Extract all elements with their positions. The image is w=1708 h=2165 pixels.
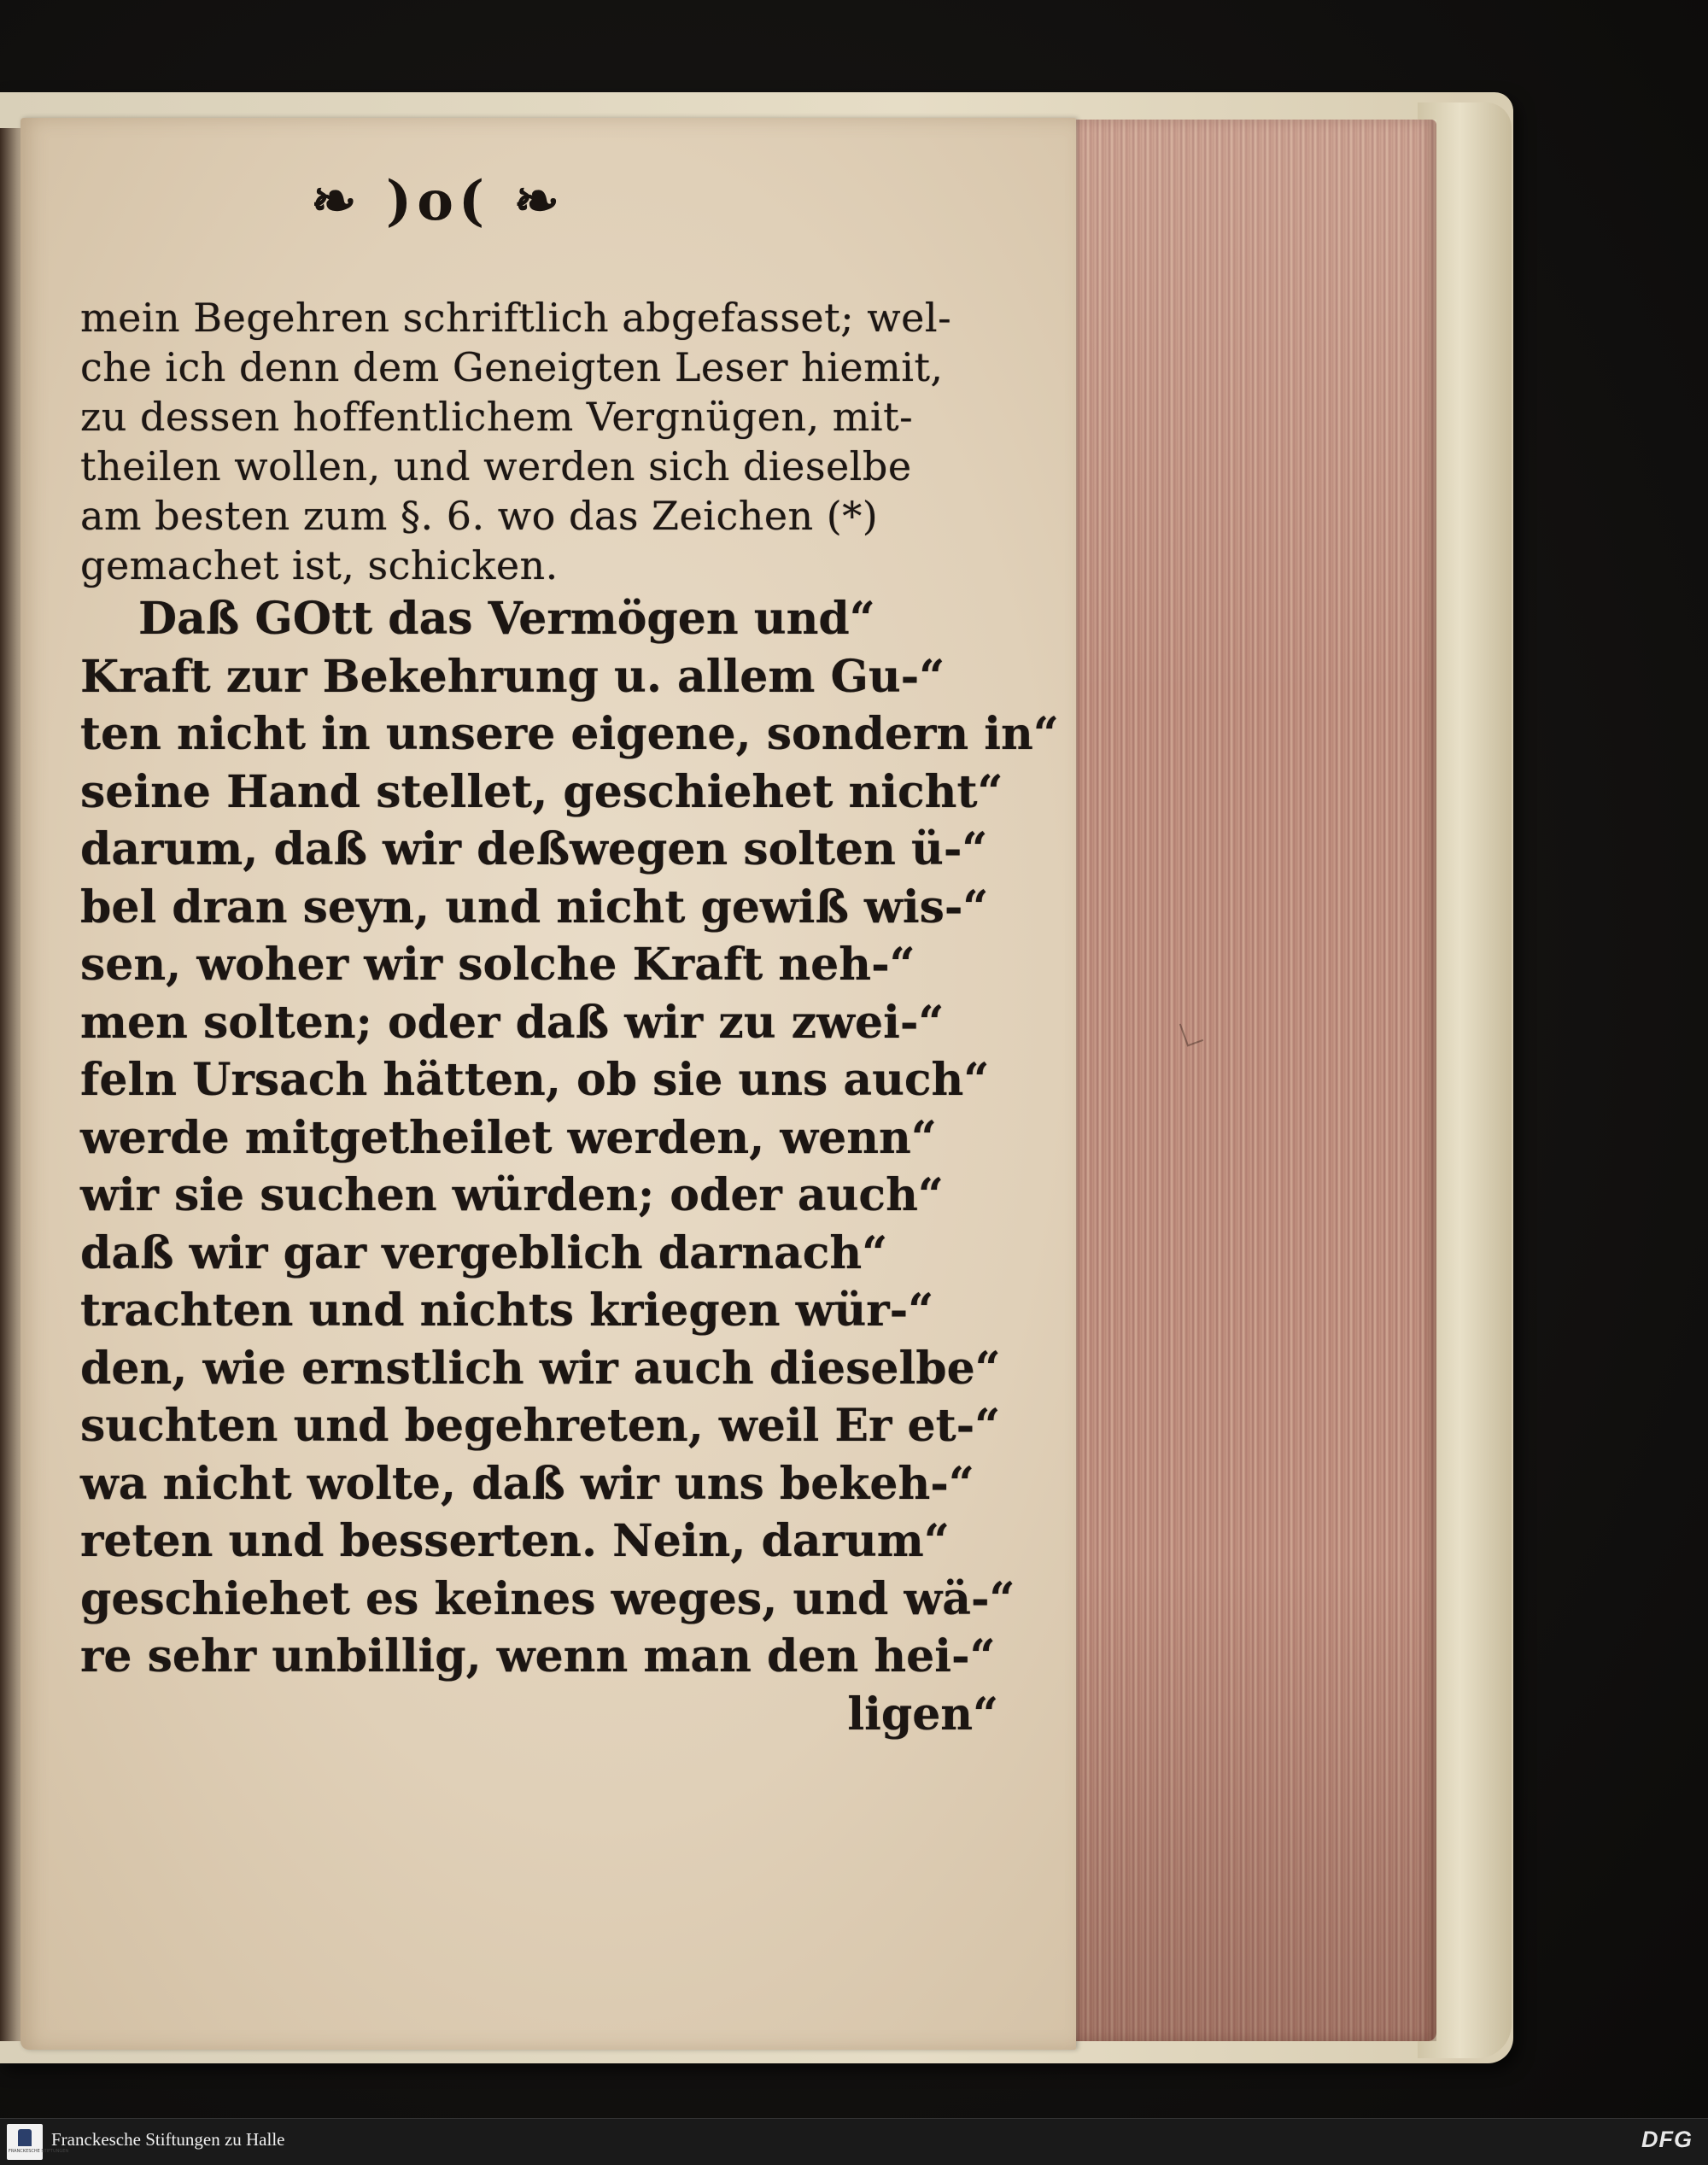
text-line: wa nicht wolte, daß wir uns bekeh-“ [80, 1457, 974, 1510]
text-line: re sehr unbillig, wenn man den hei-“ [80, 1630, 996, 1682]
show-through-ink [132, 1873, 900, 1924]
text-line: werde mitgetheilet werden, wenn“ [80, 1111, 937, 1164]
text-line: den, wie ernstlich wir auch dieselbe“ [80, 1342, 1001, 1395]
text-line: geschiehet es keines weges, und wä-“ [80, 1572, 1015, 1625]
text-line: theilen wollen, und werden sich dieselbe [80, 443, 912, 489]
page-text-block [80, 293, 1059, 1743]
institution-logo-icon [7, 2124, 69, 2160]
text-line: trachten und nichts kriegen wür-“ [80, 1284, 934, 1337]
text-line: darum, daß wir deßwegen solten ü-“ [80, 823, 988, 875]
text-line: bel dran seyn, und nicht gewiß wis-“ [80, 881, 989, 933]
text-line: gemachet ist, schicken. [80, 542, 559, 588]
text-line: seine Hand stellet, geschiehet nicht“ [80, 765, 1003, 818]
institution-name: Franckesche Stiftungen zu Halle [51, 2129, 285, 2150]
logo-text: FRANCKESCHE STIFTUNGEN [9, 2149, 69, 2154]
text-line: wir sie suchen würden; oder auch“ [80, 1169, 944, 1221]
text-line: mein Begehren schriftlich abgefasset; wel- [80, 295, 952, 341]
viewer-footer-bar [0, 2118, 1708, 2165]
text-line: men solten; oder daß wir zu zwei-“ [80, 996, 945, 1049]
quoted-paragraph [80, 590, 1059, 1743]
dfg-logo: DFG [1641, 2127, 1693, 2152]
page-block-fore-edge [1069, 120, 1436, 2041]
text-line: suchten und begehreten, weil Er et-“ [80, 1400, 1001, 1452]
intro-paragraph [80, 293, 998, 590]
building-icon [18, 2129, 32, 2146]
text-line: zu dessen hoffentlichem Vergnügen, mit- [80, 394, 914, 440]
book-page [20, 118, 1076, 2050]
text-line: Kraft zur Bekehrung u. allem Gu-“ [80, 650, 945, 703]
text-line: Daß GOtt das Vermögen und“ [138, 593, 875, 645]
text-line: daß wir gar vergeblich darnach“ [80, 1226, 888, 1279]
text-line: sen, woher wir solche Kraft neh-“ [80, 939, 915, 991]
running-head: ❧ )o( ❧ [311, 169, 565, 233]
text-line: che ich denn dem Geneigten Leser hiemit, [80, 344, 944, 390]
catchword: ligen“ [847, 1688, 998, 1741]
text-line: reten und besserten. Nein, darum“ [80, 1515, 950, 1567]
text-line: feln Ursach hätten, ob sie uns auch“ [80, 1054, 990, 1106]
text-line: am besten zum §. 6. wo das Zeichen (*) [80, 493, 879, 539]
text-line: ten nicht in unsere eigene, sondern in“ [80, 708, 1059, 760]
